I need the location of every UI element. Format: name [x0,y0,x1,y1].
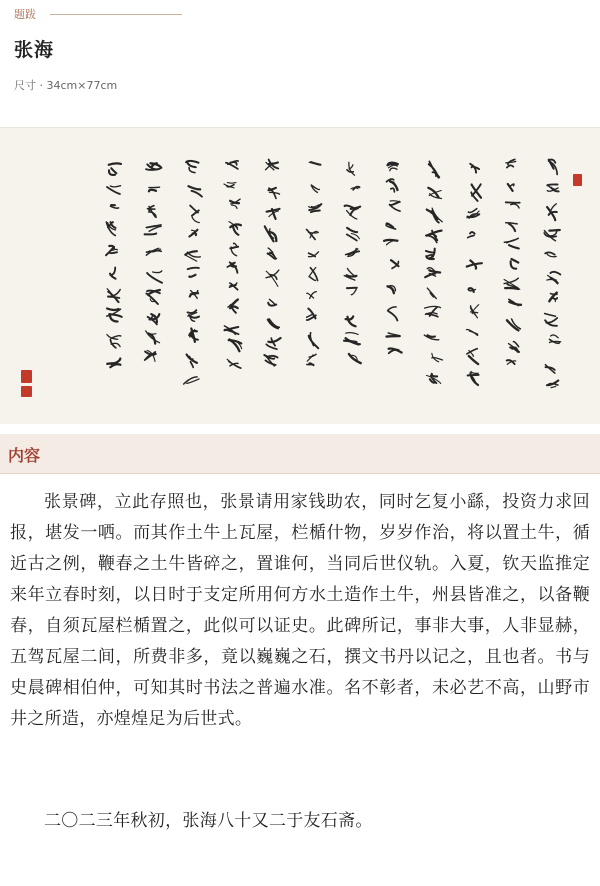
content-section [0,424,600,886]
inscription-date: 二〇二三年秋初，张海八十又二于友石斋。 [44,811,373,831]
brush-stroke [505,288,518,289]
brush-stroke [109,163,121,164]
section-title: 内容 [8,446,41,465]
calligraphy-image [0,128,600,424]
brush-stroke [551,294,558,295]
brush-stroke [109,252,117,253]
brush-stroke [344,341,357,342]
category-tag: 题跋 [14,8,36,21]
tag-divider [50,14,182,15]
header-section [0,0,600,127]
artwork-size: 尺寸 · 34cm×77cm [14,79,118,92]
brush-stroke [227,183,236,184]
page-title: 张海 [14,39,55,61]
brush-stroke [231,265,236,266]
brush-stroke [468,375,479,376]
brush-stroke [145,234,157,235]
brush-stroke [547,184,557,185]
section-header [0,434,600,474]
calligraphy-artwork[interactable] [0,127,600,425]
section-divider [0,473,600,474]
brush-stroke [387,336,400,337]
tag-row [14,6,36,22]
brush-stroke [549,230,559,231]
inscription-text: 张景碑，立此存照也，张景请用家钱助农，同时乞复小繇，投资力求回报，堪发一哂。而其作土牛上瓦屋，栏楯什物，岁岁作治，将以置土牛，循近古之例，鞭春之土牛皆碎之，置谁何，当同后世仪轨。入夏，钦天监推定来年立春时刻，以日时于支定所用何方水土造作土牛，州县皆准之，以备鞭春，自须瓦屋栏楯置之，此似可以证史。此碑所记，事非大事，人非显赫，五驾瓦屋二间，所费非多，竟以巍巍之石，撰文书丹以记之，且也者。书与史晨碑相伯仲，可知其时书法之普遍水准。名不彰者，未必艺不高，山野市井之所造，亦煌煌足为后世式。 [10,492,590,729]
